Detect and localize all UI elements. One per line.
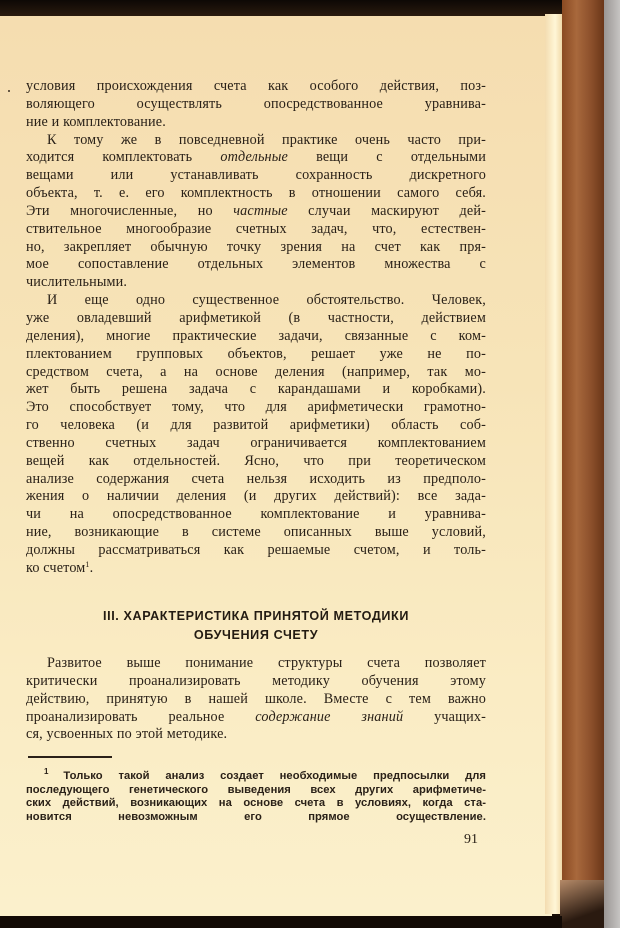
text-line: ко счетом$^1$. [26, 559, 94, 576]
body-text [26, 78, 486, 578]
text-line: уже овладевший арифметикой (в частности, действием [26, 309, 486, 326]
emphasis: содержание знаний [255, 708, 404, 725]
text-line: ходится комплектовать отдельные вещи с отдельными [26, 149, 486, 166]
text-line: Эти многочисленные, но частные случаи маскируют дей- [26, 202, 486, 219]
footnote-divider [28, 756, 112, 758]
text-line: жения о наличии деления (и других действий): все зада- [26, 488, 486, 505]
section-heading-line-2: ОБУЧЕНИЯ СЧЕТУ [193, 628, 319, 642]
text-line: Это способствует тому, что для арифметически грамотно- [26, 399, 486, 416]
text-line: го человека (и для развитой арифметики) область соб- [26, 417, 486, 434]
text-line: вещей как отдельностей. Ясно, что при теоретическом [26, 452, 486, 469]
text-line: И еще одно существенное обстоятельство. Человек, [47, 292, 486, 309]
text-line: ских действий, возникающих на основе счета в условиях, когда ста- [26, 797, 486, 810]
text-line: Развитое выше понимание структуры счета позволяет [47, 655, 486, 671]
scan-bottom-shadow [0, 916, 562, 928]
text-line: жет быть решена задача с карандашами и коробками). [26, 381, 486, 398]
section-heading [26, 607, 486, 645]
footnote-marker: 1 [44, 767, 64, 776]
text-line: $^1$ Только такой анализ создает необходимые предпосылки для [44, 767, 486, 782]
text-line: должны рассматриваться как решаемые счетом, и толь- [26, 541, 486, 558]
text-line: объекта, т. е. его комплектность в отношении самого себя. [26, 185, 486, 202]
text-line: средством счета, а на основе деления (например, так мо- [26, 363, 486, 380]
text-line: мое сопоставление отдельных элементов множества с [26, 256, 486, 273]
text-line: ние и комплектование. [26, 113, 166, 130]
text-line: числительными. [26, 274, 128, 291]
page-number: 91 [464, 832, 478, 847]
text-line: последующего генетического выведения всех других арифметиче- [26, 783, 486, 796]
text-line: ся, усвоенных по этой методике. [26, 726, 228, 743]
text-line: условия происхождения счета как особого действия, поз- [26, 78, 486, 94]
section-heading-line-1: III. ХАРАКТЕРИСТИКА ПРИНЯТОЙ МЕТОДИКИ [103, 609, 409, 623]
text-line: анализе содержания счета нельзя исходить из предполо- [26, 470, 486, 487]
section-paragraph [26, 655, 486, 744]
text-line: К тому же в повседневной практике очень часто при- [47, 131, 486, 148]
page-edge-stack [545, 14, 562, 914]
scan-top-shadow [0, 0, 620, 16]
emphasis: частные [233, 202, 288, 219]
text-line: плектованием групповых объектов, решает уже не по- [26, 345, 486, 362]
emphasis: отдельные [220, 149, 288, 166]
text-line: ственно счетных задач ограничивается комплектованием [26, 434, 486, 451]
footnote [26, 767, 486, 824]
footnote-reference[interactable]: 1 [85, 559, 90, 569]
text-line: действию, принятую в нашей школе. Вместе с тем важно [26, 690, 486, 707]
book-cover-edge [562, 0, 604, 928]
text-line: вещами или устанавливать сохранность дискретного [26, 167, 486, 184]
text-line: критически проанализировать методику обучения этому [26, 672, 486, 689]
paragraph [26, 132, 486, 293]
scan-background [604, 0, 620, 928]
text-line: чи на опосредствованное комплектование и уравнива- [26, 506, 486, 523]
text-line: ние, возникающие в системе описанных выше условий, [26, 524, 486, 541]
paragraph [26, 292, 486, 578]
text-line: ствительное многообразие счетных задач, что, естествен- [26, 220, 486, 237]
margin-speck [8, 90, 10, 92]
book-cover-corner [560, 880, 604, 928]
text-line: но, закрепляет обычную точку зрения на счет как пря- [26, 238, 486, 255]
text-line: новится невозможным его прямое осуществление. [26, 810, 486, 823]
text-line: воляющего осуществлять опосредствованное уравнива- [26, 95, 486, 112]
text-line: деления), многие практические задачи, связанные с ком- [26, 327, 486, 344]
paragraph [26, 78, 486, 132]
text-line: проанализировать реальное содержание знаний учащих- [26, 708, 487, 725]
